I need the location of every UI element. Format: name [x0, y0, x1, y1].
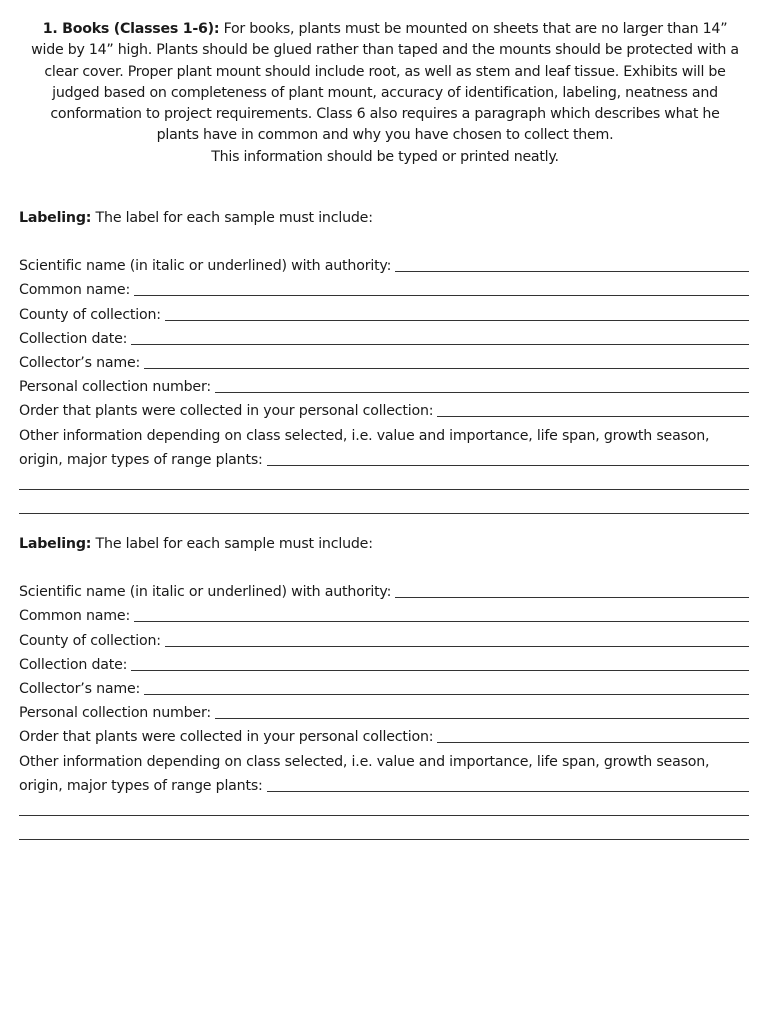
common-name-label: Common name: [19, 608, 131, 625]
collector-name-field[interactable] [19, 675, 749, 699]
common-name-label: Common name: [19, 282, 131, 299]
collection-date-blank[interactable] [131, 343, 749, 345]
labeling-heading [19, 534, 749, 578]
extra-line-blank[interactable] [19, 814, 749, 816]
personal-number-blank[interactable] [215, 391, 749, 393]
other-info-label-1: Other information depending on class selected, i.e. value and importance, life span, growth season, [19, 427, 710, 444]
collection-date-label: Collection date: [19, 330, 128, 347]
order-field[interactable] [19, 397, 749, 421]
label-form-1 [19, 208, 749, 518]
personal-number-label: Personal collection number: [19, 379, 211, 396]
scientific-name-field[interactable] [19, 252, 749, 276]
order-label: Order that plants were collected in your personal collection: [19, 403, 434, 420]
scientific-name-blank[interactable] [395, 596, 749, 598]
other-info-line1 [19, 747, 749, 771]
personal-number-label: Personal collection number: [19, 705, 211, 722]
scientific-name-label: Scientific name (in italic or underlined) with authority: [19, 258, 392, 275]
books-class-label: 1. Books (Classes 1-6): [42, 21, 220, 37]
labeling-heading-bold: Labeling: [19, 536, 92, 552]
other-info-blank[interactable] [267, 464, 749, 466]
personal-number-field[interactable] [19, 699, 749, 723]
common-name-blank[interactable] [134, 620, 749, 622]
collector-name-field[interactable] [19, 349, 749, 373]
order-field[interactable] [19, 723, 749, 747]
labeling-heading-text: The label for each sample must include: [91, 210, 373, 226]
scientific-name-blank[interactable] [395, 270, 749, 272]
personal-number-blank[interactable] [215, 717, 749, 719]
labeling-heading-text: The label for each sample must include: [91, 536, 373, 552]
county-field[interactable] [19, 626, 749, 650]
labeling-heading [19, 208, 749, 252]
scientific-name-label: Scientific name (in italic or underlined) with authority: [19, 584, 392, 601]
collector-name-blank[interactable] [144, 693, 749, 695]
scientific-name-field[interactable] [19, 578, 749, 602]
extra-line-2[interactable] [19, 820, 749, 844]
other-info-field[interactable] [19, 446, 749, 470]
collection-date-field[interactable] [19, 651, 749, 675]
other-info-label-2: origin, major types of range plants: [19, 777, 263, 794]
books-instructions [30, 19, 740, 168]
collection-date-blank[interactable] [131, 669, 749, 671]
common-name-field[interactable] [19, 276, 749, 300]
other-info-line1 [19, 421, 749, 445]
collection-date-field[interactable] [19, 325, 749, 349]
extra-line-1[interactable] [19, 470, 749, 494]
county-label: County of collection: [19, 632, 161, 649]
extra-line-blank[interactable] [19, 838, 749, 840]
order-blank[interactable] [437, 741, 749, 743]
personal-number-field[interactable] [19, 373, 749, 397]
county-blank[interactable] [165, 645, 749, 647]
label-form-2 [19, 534, 749, 844]
books-instructions-last-line: This information should be typed or printed neatly. [211, 148, 559, 165]
books-instructions-text: For books, plants must be mounted on sheets that are no larger than 14” wide by 14” high. Plants should be glued rather than taped and the mounts should be protected with a clear cover. Proper plant mount should include root, as well as stem and leaf tissue. Exhibits will be judged based on completeness of plant mount, accuracy of identification, labeling, neatness and conformation to project requirements. Class 6 also requires a paragraph which describes what he plants have in common and why you have chosen to collect them. [31, 21, 739, 144]
county-field[interactable] [19, 300, 749, 324]
other-info-blank[interactable] [267, 790, 749, 792]
collector-name-label: Collector’s name: [19, 680, 141, 697]
extra-line-blank[interactable] [19, 512, 749, 514]
collection-date-label: Collection date: [19, 656, 128, 673]
common-name-field[interactable] [19, 602, 749, 626]
other-info-field[interactable] [19, 772, 749, 796]
other-info-label-1: Other information depending on class selected, i.e. value and importance, life span, growth season, [19, 753, 710, 770]
other-info-label-2: origin, major types of range plants: [19, 451, 263, 468]
extra-line-1[interactable] [19, 796, 749, 820]
county-label: County of collection: [19, 306, 161, 323]
order-label: Order that plants were collected in your personal collection: [19, 729, 434, 746]
county-blank[interactable] [165, 319, 749, 321]
order-blank[interactable] [437, 415, 749, 417]
common-name-blank[interactable] [134, 294, 749, 296]
collector-name-label: Collector’s name: [19, 354, 141, 371]
extra-line-blank[interactable] [19, 488, 749, 490]
labeling-heading-bold: Labeling: [19, 210, 92, 226]
extra-line-2[interactable] [19, 494, 749, 518]
collector-name-blank[interactable] [144, 367, 749, 369]
